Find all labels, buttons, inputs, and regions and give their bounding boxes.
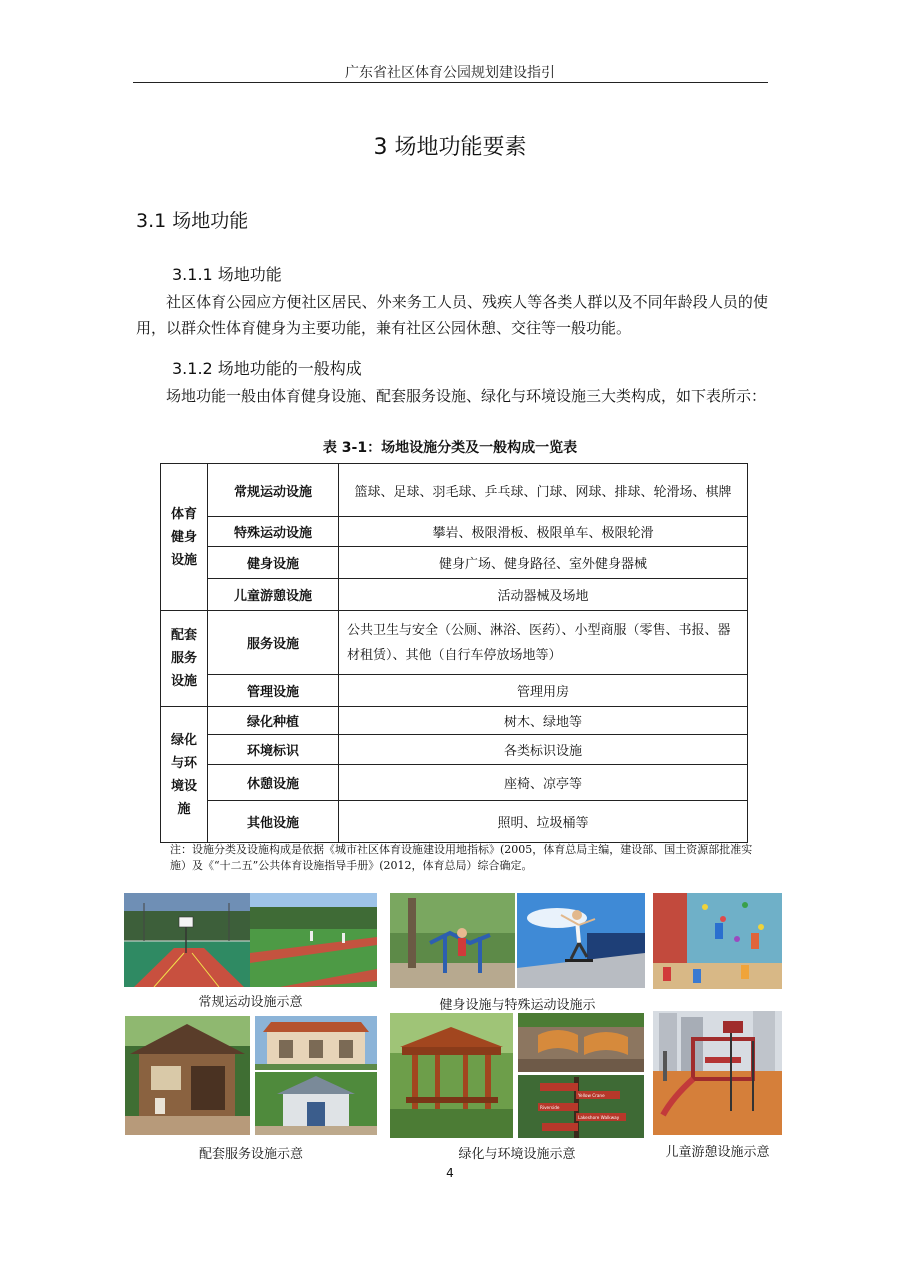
subcategory-cell: 环境标识 [208, 735, 339, 765]
subcategory-cell: 特殊运动设施 [208, 517, 339, 547]
service-kiosk-photo [125, 1016, 250, 1135]
table-row [161, 707, 748, 735]
paragraph-3-1-1: 社区体育公园应方便社区居民、外来务工人员、残疾人等各类人群以及不同年龄段人员的使用，以群众性体育健身为主要功能，兼有社区公园休憩、交往等一般功能。 [136, 293, 768, 337]
paragraph-3-1-2: 场地功能一般由体育健身设施、配套服务设施、绿化与环境设施三大类构成，如下表所示： [166, 387, 767, 405]
items-cell: 树木、绿地等 [339, 707, 748, 735]
section-heading-3-1-1: 3.1.1 场地功能 [172, 265, 282, 284]
table-row [161, 517, 748, 547]
section-heading-3-1-2: 3.1.2 场地功能的一般构成 [172, 359, 362, 378]
caption-service: 配套服务设施示意 [198, 1147, 303, 1162]
subcategory-cell: 管理设施 [208, 675, 339, 707]
table-row [161, 735, 748, 765]
caption-regular-sports: 常规运动设施示意 [198, 995, 303, 1010]
category-cell: 绿化与环境设施 [161, 707, 208, 843]
items-cell: 活动器械及场地 [339, 579, 748, 611]
items-cell: 座椅、凉亭等 [339, 765, 748, 801]
facility-table [160, 463, 748, 843]
table-row [161, 547, 748, 579]
subcategory-cell: 服务设施 [208, 611, 339, 675]
items-cell: 攀岩、极限滑板、极限单车、极限轮滑 [339, 517, 748, 547]
subcategory-cell: 健身设施 [208, 547, 339, 579]
table-row [161, 675, 748, 707]
items-cell: 健身广场、健身路径、室外健身器械 [339, 547, 748, 579]
caption-children: 儿童游憩设施示意 [665, 1145, 770, 1160]
basketball-court-photo [124, 893, 250, 987]
table-row [161, 765, 748, 801]
header-rule [133, 82, 768, 83]
public-toilet-photo [255, 1016, 377, 1070]
subcategory-cell: 儿童游憩设施 [208, 579, 339, 611]
items-cell: 管理用房 [339, 675, 748, 707]
chapter-title: 3 场地功能要素 [373, 135, 527, 160]
caption-fitness-special: 健身设施与特殊运动设施示 [439, 998, 596, 1013]
items-cell: 照明、垃圾桶等 [339, 801, 748, 843]
signage-photo [518, 1075, 644, 1138]
subcategory-cell: 绿化种植 [208, 707, 339, 735]
bench-photo [518, 1013, 644, 1072]
subcategory-cell: 其他设施 [208, 801, 339, 843]
subcategory-cell: 常规运动设施 [208, 464, 339, 517]
gateball-court-photo [250, 893, 377, 987]
table-row [161, 464, 748, 517]
items-cell: 公共卫生与安全（公厕、淋浴、医药）、小型商服（零售、书报、器材租赁）、其他（自行车停放场地等） [339, 611, 748, 675]
section-heading-3-1: 3.1 场地功能 [136, 210, 249, 232]
caption-green-environment: 绿化与环境设施示意 [458, 1147, 576, 1162]
skateboard-photo [517, 893, 645, 988]
table-caption: 表 3-1：场地设施分类及一般构成一览表 [322, 440, 578, 456]
category-cell: 配套服务设施 [161, 611, 208, 707]
table-row [161, 579, 748, 611]
items-cell: 各类标识设施 [339, 735, 748, 765]
items-cell: 篮球、足球、羽毛球、乒乓球、门球、网球、排球、轮滑场、棋牌 [339, 464, 748, 517]
management-house-photo [255, 1072, 377, 1135]
climbing-wall-photo [653, 893, 782, 989]
subcategory-cell: 休憩设施 [208, 765, 339, 801]
pavilion-photo [390, 1013, 513, 1138]
sign-text: Lakeshore Walkway [578, 1115, 620, 1120]
sign-text: Riverside [540, 1105, 560, 1110]
table-note: 注：设施分类及设施构成是依据《城市社区体育设施建设用地指标》(2005，体育总局主编，建设部、国土资源部批准实施）及《“十二五”公共体育设施指导手册》(2012，体育总局）综合确定。 [170, 843, 753, 872]
fitness-equipment-photo [390, 893, 515, 988]
sign-text: Yellow Crane [578, 1093, 605, 1098]
category-cell: 体育健身设施 [161, 464, 208, 611]
table-row [161, 801, 748, 843]
table-row [161, 611, 748, 675]
page-number: 4 [446, 1166, 454, 1180]
running-header: 广东省社区体育公园规划建设指引 [345, 65, 555, 81]
playground-photo [653, 1011, 782, 1135]
